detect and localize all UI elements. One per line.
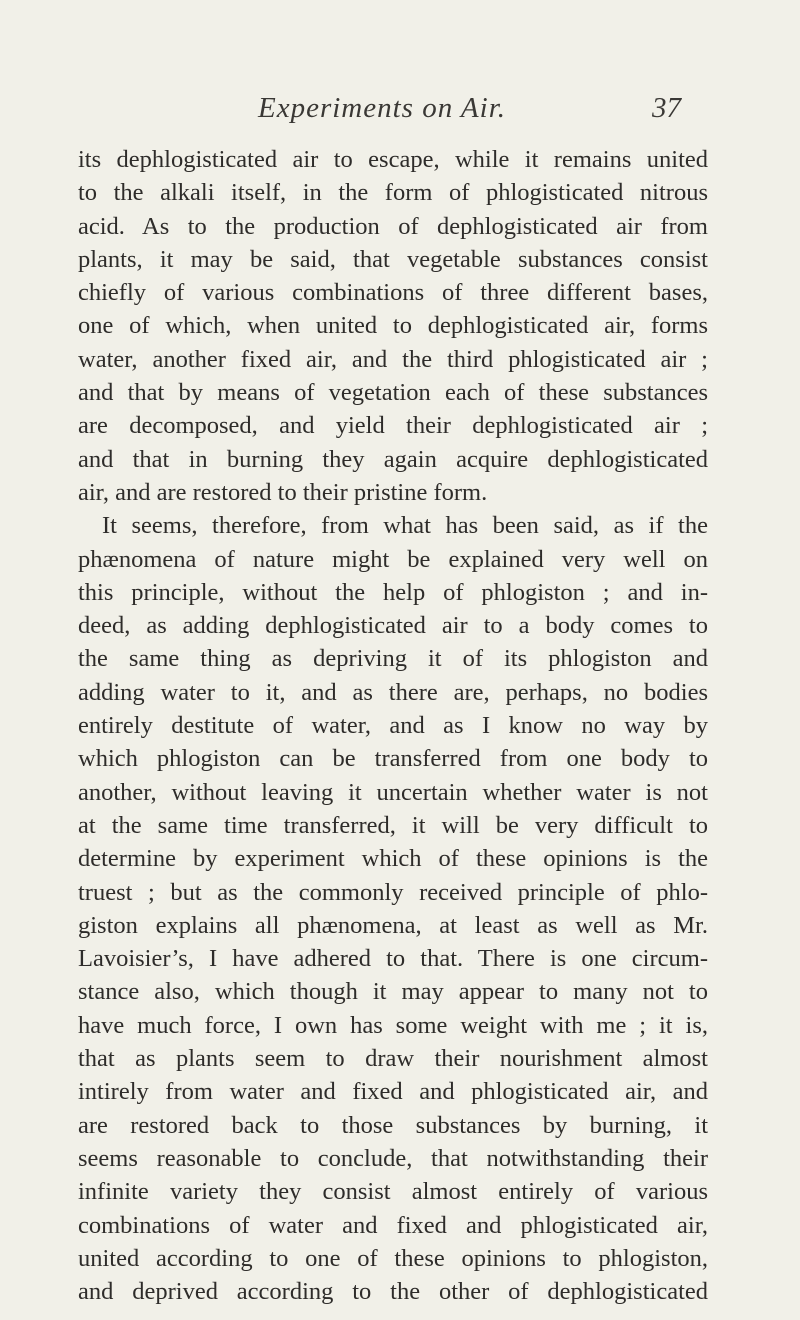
running-title: Experiments on Air.	[258, 92, 507, 124]
text-line: have much force, I own has some weight with me ; it is,	[78, 1011, 708, 1039]
text-line: united according to one of these opinions to phlogiston,	[78, 1244, 708, 1272]
text-line: It seems, therefore, from what has been said, as if the	[102, 512, 708, 540]
text-line: air, and are restored to their pristine form.	[78, 478, 488, 506]
text-line: giston explains all phænomena, at least as well as Mr.	[78, 911, 708, 939]
text-line: combinations of water and fixed and phlogisticated air,	[78, 1211, 708, 1239]
text-line: its dephlogisticated air to escape, while it remains united	[78, 146, 708, 173]
body-text	[78, 143, 708, 1308]
text-line: water, another fixed air, and the third phlogisticated air ;	[78, 345, 708, 373]
text-line: stance also, which though it may appear to many not to	[78, 978, 708, 1006]
text-line: acid. As to the production of dephlogisticated air from	[78, 212, 708, 240]
text-line: determine by experiment which of these opinions is the	[78, 845, 708, 873]
text-line: adding water to it, and as there are, perhaps, no bodies	[78, 678, 708, 706]
page-header	[0, 92, 800, 132]
text-line: phænomena of nature might be explained very well on	[78, 545, 708, 573]
text-line: the same thing as depriving it of its phlogiston and	[78, 645, 708, 673]
text-line: seems reasonable to conclude, that notwithstanding their	[78, 1144, 708, 1172]
text-line: and that by means of vegetation each of these substances	[78, 379, 708, 407]
text-line: and deprived according to the other of dephlogisticated	[78, 1278, 708, 1306]
text-line: this principle, without the help of phlogiston ; and in-	[78, 578, 708, 606]
text-line: one of which, when united to dephlogisticated air, forms	[78, 312, 708, 340]
text-line: are restored back to those substances by burning, it	[78, 1111, 708, 1139]
text-line: to the alkali itself, in the form of phlogisticated nitrous	[78, 179, 708, 207]
text-line: Lavoisier’s, I have adhered to that. There is one circum-	[78, 945, 708, 973]
text-line: and that in burning they again acquire dephlogisticated	[78, 445, 708, 473]
text-line: entirely destitute of water, and as I know no way by	[78, 712, 708, 740]
text-line: truest ; but as the commonly received principle of phlo-	[78, 878, 708, 906]
text-line: at the same time transferred, it will be very difficult to	[78, 811, 708, 839]
text-line: plants, it may be said, that vegetable substances consist	[78, 245, 708, 273]
text-line: chiefly of various combinations of three different bases,	[78, 279, 708, 307]
text-line: infinite variety they consist almost entirely of various	[78, 1178, 708, 1206]
text-line: which phlogiston can be transferred from one body to	[78, 745, 708, 773]
text-line: are decomposed, and yield their dephlogisticated air ;	[78, 412, 708, 440]
text-line: deed, as adding dephlogisticated air to a body comes to	[78, 612, 708, 640]
text-line: that as plants seem to draw their nourishment almost	[78, 1045, 708, 1073]
page-number: 37	[652, 92, 681, 124]
text-line: another, without leaving it uncertain whether water is not	[78, 778, 708, 806]
text-line: intirely from water and fixed and phlogisticated air, and	[78, 1078, 708, 1106]
